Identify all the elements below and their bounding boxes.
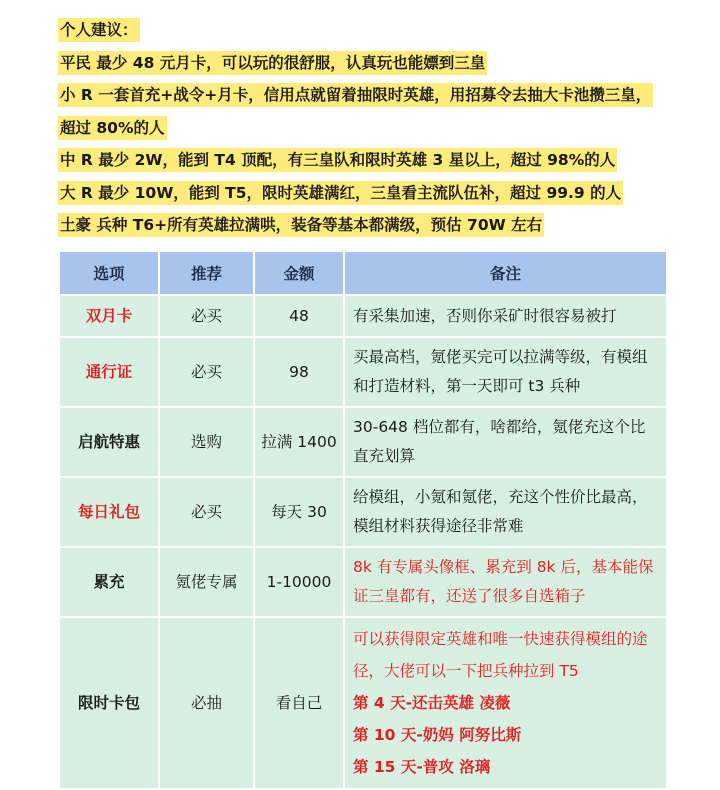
row-recommend: 必买 [159, 337, 254, 407]
table-row [59, 407, 667, 477]
header-recommend: 推荐 [159, 251, 254, 295]
row-item: 累充 [59, 547, 159, 617]
row-amount: 拉满 1400 [254, 407, 344, 477]
event-day-15: 第 15 天-普攻 洛璃 [353, 758, 491, 776]
row-note: 30-648 档位都有，啥都给，氪佬充这个比直充划算 [344, 407, 667, 477]
header-option: 选项 [59, 251, 159, 295]
advice-section [0, 0, 720, 242]
advice-line-xiaor: 小 R 一套首充+战令+月卡，信用点就留着抽限时英雄，用招募令去抽大卡池攒三皇，超过 80%的人 [58, 79, 666, 144]
advice-title: 个人建议： [58, 14, 140, 47]
row-item: 双月卡 [59, 295, 159, 337]
row-note: 有采集加速，否则你采矿时很容易被打 [344, 295, 667, 337]
advice-line-zhongr: 中 R 最少 2W，能到 T4 顶配，有三皇队和限时英雄 3 星以上，超过 98%的人 [58, 144, 617, 177]
table-header-row [59, 251, 667, 295]
advice-line-tuhao: 土豪 兵种 T6+所有英雄拉满哄，装备等基本都满级，预估 70W 左右 [58, 209, 544, 242]
row-recommend: 必买 [159, 295, 254, 337]
row-recommend: 氪佬专属 [159, 547, 254, 617]
table-row [59, 295, 667, 337]
header-note: 备注 [344, 251, 667, 295]
row-note: 给模组，小氪和氪佬，充这个性价比最高，模组材料获得途径非常难 [344, 477, 667, 547]
row-item: 限时卡包 [59, 617, 159, 789]
row-recommend: 选购 [159, 407, 254, 477]
row-recommend: 必抽 [159, 617, 254, 789]
row-note: 可以获得限定英雄和唯一快速获得模组的途径，大佬可以一下把兵种拉到 T5 [353, 630, 648, 680]
row-recommend: 必买 [159, 477, 254, 547]
row-item: 通行证 [59, 337, 159, 407]
recommendation-table [58, 250, 668, 790]
table-row [59, 617, 667, 789]
table-row [59, 337, 667, 407]
event-day-10: 第 10 天-奶妈 阿努比斯 [353, 726, 522, 744]
advice-line-pingmin: 平民 最少 48 元月卡，可以玩的很舒服，认真玩也能嫖到三皇 [58, 47, 487, 80]
table-row [59, 547, 667, 617]
row-note: 8k 有专属头像框、累充到 8k 后，基本能保证三皇都有，还送了很多自选箱子 [344, 547, 667, 617]
advice-line-dar: 大 R 最少 10W，能到 T5，限时英雄满红，三皇看主流队伍补，超过 99.9 的人 [58, 177, 623, 210]
row-amount: 每天 30 [254, 477, 344, 547]
row-note: 买最高档，氪佬买完可以拉满等级，有模组和打造材料，第一天即可 t3 兵种 [344, 337, 667, 407]
row-item: 每日礼包 [59, 477, 159, 547]
table-row [59, 477, 667, 547]
recommendation-table-wrap [58, 250, 666, 790]
event-day-4: 第 4 天-还击英雄 凌薇 [353, 694, 511, 712]
row-amount: 看自己 [254, 617, 344, 789]
header-amount: 金额 [254, 251, 344, 295]
row-note-cell [344, 617, 667, 789]
row-amount: 1-10000 [254, 547, 344, 617]
row-amount: 48 [254, 295, 344, 337]
row-amount: 98 [254, 337, 344, 407]
row-item: 启航特惠 [59, 407, 159, 477]
